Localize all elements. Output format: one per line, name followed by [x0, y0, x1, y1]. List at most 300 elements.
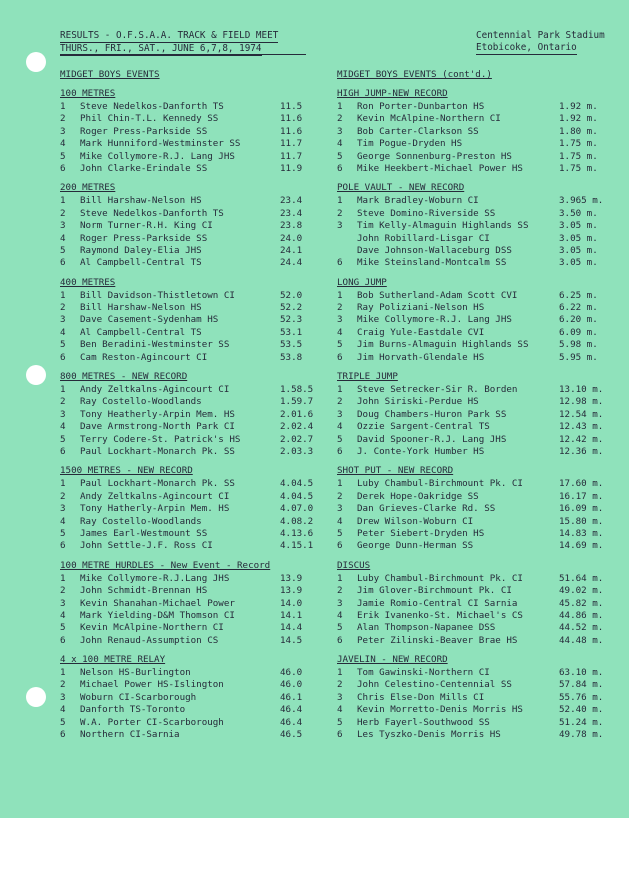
result-name: Bill Davidson-Thistletown CI [80, 289, 235, 301]
result-row [60, 446, 332, 458]
result-name: Steve Domino-Riverside SS [357, 207, 496, 219]
result-value: 11.7 [280, 138, 303, 150]
event-title: 200 METRES [60, 182, 116, 194]
result-row [60, 421, 332, 433]
result-value: 44.86 m. [559, 609, 604, 621]
result-name: Ray Costello-Woodlands [80, 515, 202, 527]
result-name: Kevin Shanahan-Michael Power [80, 597, 235, 609]
result-value: 14.1 [280, 609, 303, 621]
result-value: 11.6 [280, 125, 303, 137]
result-value: 14.4 [280, 622, 303, 634]
result-place: 6 [60, 729, 66, 741]
result-row [337, 692, 609, 704]
event-block [60, 559, 332, 647]
result-place: 2 [337, 585, 343, 597]
result-value: 4.07.0 [280, 503, 314, 515]
result-place: 1 [337, 667, 343, 679]
result-name: Peter Zilinski-Beaver Brae HS [357, 634, 518, 646]
result-place: 3 [60, 597, 66, 609]
result-row [337, 384, 609, 396]
result-row [60, 195, 332, 207]
result-row [60, 101, 332, 113]
result-row [60, 396, 332, 408]
result-row [337, 434, 609, 446]
result-name: Luby Chambul-Birchmount Pk. CI [357, 478, 523, 490]
result-value: 15.80 m. [559, 515, 604, 527]
event-block [60, 276, 332, 364]
result-value: 12.54 m. [559, 408, 604, 420]
result-row [60, 516, 332, 528]
result-row [337, 314, 609, 326]
event-title: POLE VAULT - NEW RECORD [337, 182, 465, 194]
result-value: 49.02 m. [559, 585, 604, 597]
result-value: 23.4 [280, 207, 303, 219]
result-row [60, 314, 332, 326]
result-name: John Schmidt-Brennan HS [80, 585, 208, 597]
result-row [337, 528, 609, 540]
result-name: James Earl-Westmount SS [80, 527, 208, 539]
result-name: Raymond Daley-Elia JHS [80, 244, 202, 256]
result-value: 44.48 m. [559, 634, 604, 646]
result-value: 3.05 m. [559, 232, 598, 244]
result-place: 5 [337, 339, 343, 351]
result-row [337, 717, 609, 729]
result-name: Paul Lockhart-Monarch Pk. SS [80, 445, 235, 457]
event-block [60, 370, 332, 458]
result-row [337, 540, 609, 552]
result-place: 1 [337, 289, 343, 301]
result-name: Woburn CI-Scarborough [80, 691, 197, 703]
result-place: 4 [60, 138, 66, 150]
result-name: Mike Steinsland-Montcalm SS [357, 257, 507, 269]
result-value: 51.24 m. [559, 716, 604, 728]
header-divider [60, 54, 306, 55]
result-value: 1.59.7 [280, 396, 314, 408]
result-row [337, 573, 609, 585]
result-value: 46.0 [280, 679, 303, 691]
result-name: Ozzie Sargent-Central TS [357, 421, 490, 433]
result-place: 4 [337, 515, 343, 527]
result-place: 6 [337, 162, 343, 174]
punch-hole [26, 687, 46, 707]
result-name: Michael Power HS-Islington [80, 679, 224, 691]
event-title: HIGH JUMP-NEW RECORD [337, 88, 448, 99]
event-title: LONG JUMP [337, 276, 387, 288]
result-name: Tom Gawinski-Northern CI [357, 667, 490, 679]
result-name: Al Campbell-Central TS [80, 326, 202, 338]
result-place: 5 [60, 622, 66, 634]
result-row [337, 245, 609, 257]
result-place: 5 [60, 150, 66, 162]
result-place: 4 [337, 421, 343, 433]
result-row [60, 208, 332, 220]
result-value: 46.1 [280, 691, 303, 703]
result-value: 11.5 [280, 101, 303, 112]
event-block [337, 559, 609, 647]
result-place: 6 [337, 634, 343, 646]
result-place: 3 [337, 220, 343, 232]
result-name: John Robillard-Lisgar CI [357, 232, 490, 244]
result-value: 1.75 m. [559, 138, 598, 150]
result-value: 53.1 [280, 326, 303, 338]
result-value: 11.7 [280, 150, 303, 162]
result-value: 5.95 m. [559, 351, 598, 363]
result-row [337, 667, 609, 679]
result-name: George Sonnenburg-Preston HS [357, 150, 512, 162]
event-block [60, 181, 332, 269]
result-place: 3 [337, 597, 343, 609]
result-place: 1 [337, 384, 343, 396]
result-place: 4 [60, 326, 66, 338]
result-row [337, 610, 609, 622]
result-name: Ray Costello-Woodlands [80, 396, 202, 408]
result-place: 4 [60, 232, 66, 244]
result-value: 6.25 m. [559, 289, 598, 301]
result-row [337, 421, 609, 433]
column-title: MIDGET BOYS EVENTS [60, 69, 160, 80]
result-value: 2.01.6 [280, 408, 314, 420]
result-value: 2.02.4 [280, 421, 314, 433]
result-name: Jim Glover-Birchmount Pk. CI [357, 585, 512, 597]
venue-header [476, 30, 605, 55]
result-name: Erik Ivanenko-St. Michael's CS [357, 609, 523, 621]
result-name: Steve Nedelkos-Danforth TS [80, 101, 224, 112]
result-value: 55.76 m. [559, 691, 604, 703]
result-row [337, 290, 609, 302]
result-value: 44.52 m. [559, 622, 604, 634]
result-value: 46.5 [280, 729, 303, 741]
result-value: 52.40 m. [559, 704, 604, 716]
event-block [337, 464, 609, 552]
result-value: 17.60 m. [559, 478, 604, 490]
result-place: 2 [60, 396, 66, 408]
result-name: Ray Poliziani-Nelson HS [357, 302, 485, 314]
result-value: 46.4 [280, 704, 303, 716]
result-value: 4.04.5 [280, 490, 314, 502]
result-name: Cam Reston-Agincourt CI [80, 351, 208, 363]
result-row [337, 302, 609, 314]
result-place: 5 [337, 622, 343, 634]
result-value: 4.08.2 [280, 515, 314, 527]
result-row [60, 635, 332, 647]
result-value: 12.43 m. [559, 421, 604, 433]
result-place: 4 [60, 609, 66, 621]
result-row [337, 491, 609, 503]
result-name: Dan Grieves-Clarke Rd. SS [357, 503, 496, 515]
result-value: 45.82 m. [559, 597, 604, 609]
result-value: 16.09 m. [559, 503, 604, 515]
result-place: 1 [60, 101, 66, 112]
result-row [337, 101, 609, 113]
meet-dates: THURS., FRI., SAT., JUNE 6,7,8, 1974 [60, 43, 262, 54]
result-value: 14.0 [280, 597, 303, 609]
event-block [60, 464, 332, 552]
result-value: 12.42 m. [559, 433, 604, 445]
result-name: Herb Fayerl-Southwood SS [357, 716, 490, 728]
result-name: Kevin Morretto-Denis Morris HS [357, 704, 523, 716]
result-name: Dave Johnson-Wallaceburg DSS [357, 244, 512, 256]
result-row [60, 257, 332, 269]
result-value: 13.9 [280, 572, 303, 584]
result-place: 2 [337, 490, 343, 502]
result-value: 11.9 [280, 162, 303, 174]
result-value: 14.69 m. [559, 540, 604, 552]
result-value: 53.5 [280, 339, 303, 351]
result-value: 24.1 [280, 244, 303, 256]
result-name: Bill Harshaw-Nelson HS [80, 302, 202, 314]
result-row [60, 409, 332, 421]
result-name: Mike Collymore-R.J. Lang JHS [80, 150, 235, 162]
result-row [337, 598, 609, 610]
result-row [60, 717, 332, 729]
result-place: 5 [337, 433, 343, 445]
result-place: 5 [337, 150, 343, 162]
result-place: 6 [60, 257, 66, 269]
column-title: MIDGET BOYS EVENTS (cont'd.) [337, 69, 492, 80]
result-value: 52.0 [280, 289, 303, 301]
result-name: John Clarke-Erindale SS [80, 162, 208, 174]
meet-title: RESULTS - O.F.S.A.A. TRACK & FIELD MEET [60, 30, 279, 41]
result-place: 3 [337, 503, 343, 515]
result-place: 6 [337, 729, 343, 741]
result-value: 1.92 m. [559, 113, 598, 125]
result-row [337, 163, 609, 175]
result-name: Jamie Romio-Central CI Sarnia [357, 597, 518, 609]
result-place: 6 [337, 540, 343, 552]
event-block [337, 276, 609, 364]
result-name: Northern CI-Sarnia [80, 729, 180, 741]
result-name: Chris Else-Don Mills CI [357, 691, 485, 703]
result-place: 3 [60, 503, 66, 515]
event-title: JAVELIN - NEW RECORD [337, 654, 448, 666]
result-name: Tony Heatherly-Arpin Mem. HS [80, 408, 235, 420]
result-value: 6.22 m. [559, 302, 598, 314]
result-row [60, 302, 332, 314]
result-name: Al Campbell-Central TS [80, 257, 202, 269]
result-place: 1 [337, 195, 343, 207]
result-value: 51.64 m. [559, 572, 604, 584]
result-value: 13.10 m. [559, 384, 604, 396]
result-value: 3.05 m. [559, 244, 598, 256]
result-value: 1.75 m. [559, 150, 598, 162]
result-place: 3 [60, 220, 66, 232]
result-value: 3.05 m. [559, 220, 598, 232]
result-value: 12.36 m. [559, 445, 604, 457]
result-value: 14.5 [280, 634, 303, 646]
result-name: Bill Harshaw-Nelson HS [80, 195, 202, 207]
result-value: 2.03.3 [280, 445, 314, 457]
result-place: 1 [60, 667, 66, 679]
result-name: J. Conte-York Humber HS [357, 445, 485, 457]
result-value: 12.98 m. [559, 396, 604, 408]
result-place: 5 [60, 527, 66, 539]
result-place: 3 [60, 314, 66, 326]
result-row [60, 327, 332, 339]
result-name: Derek Hope-Oakridge SS [357, 490, 479, 502]
result-name: Andy Zeltkalns-Agincourt CI [80, 490, 230, 502]
result-row [60, 352, 332, 364]
result-place: 2 [337, 207, 343, 219]
result-value: 5.98 m. [559, 339, 598, 351]
venue-location: Etobicoke, Ontario [476, 42, 577, 53]
result-place: 2 [60, 679, 66, 691]
result-row [337, 679, 609, 691]
result-row [60, 339, 332, 351]
result-row [337, 208, 609, 220]
result-row [60, 503, 332, 515]
result-name: John Siriski-Perdue HS [357, 396, 479, 408]
result-row [60, 478, 332, 490]
result-value: 3.05 m. [559, 257, 598, 269]
result-row [337, 339, 609, 351]
event-block [337, 87, 609, 175]
event-title: TRIPLE JUMP [337, 371, 398, 383]
result-row [60, 151, 332, 163]
result-row [337, 327, 609, 339]
result-place: 6 [337, 445, 343, 457]
result-value: 1.75 m. [559, 162, 598, 174]
result-row [60, 540, 332, 552]
result-place: 6 [337, 257, 343, 269]
result-row [337, 233, 609, 245]
result-row [60, 729, 332, 741]
result-name: Les Tyszko-Denis Morris HS [357, 729, 501, 741]
result-row [60, 290, 332, 302]
result-value: 63.10 m. [559, 667, 604, 679]
results-column-right [337, 68, 609, 741]
result-place: 2 [60, 113, 66, 125]
result-name: Phil Chin-T.L. Kennedy SS [80, 113, 219, 125]
result-name: Mark Bradley-Woburn CI [357, 195, 479, 207]
result-place: 1 [337, 572, 343, 584]
result-name: Nelson HS-Burlington [80, 667, 191, 679]
result-row [60, 610, 332, 622]
result-value: 4.04.5 [280, 478, 314, 490]
result-name: Kevin McAlpine-Northern CI [80, 622, 224, 634]
result-value: 3.965 m. [559, 195, 604, 207]
result-row [60, 528, 332, 540]
result-value: 49.78 m. [559, 729, 604, 741]
result-place: 5 [60, 433, 66, 445]
result-name: Tim Pogue-Dryden HS [357, 138, 463, 150]
result-name: Terry Codere-St. Patrick's HS [80, 433, 241, 445]
result-value: 4.13.6 [280, 527, 314, 539]
result-name: Alan Thompson-Napanee DSS [357, 622, 496, 634]
result-row [60, 113, 332, 125]
result-row [337, 195, 609, 207]
result-value: 4.15.1 [280, 540, 314, 552]
result-value: 14.83 m. [559, 527, 604, 539]
result-row [337, 257, 609, 269]
result-row [337, 503, 609, 515]
result-place: 5 [337, 716, 343, 728]
result-value: 2.02.7 [280, 433, 314, 445]
results-column-left [60, 68, 332, 741]
result-row [60, 245, 332, 257]
event-block [60, 87, 332, 175]
result-row [337, 113, 609, 125]
result-value: 6.09 m. [559, 326, 598, 338]
result-value: 1.80 m. [559, 125, 598, 137]
result-row [337, 396, 609, 408]
result-name: Roger Press-Parkside SS [80, 232, 208, 244]
result-place: 4 [337, 326, 343, 338]
result-value: 24.0 [280, 232, 303, 244]
result-value: 46.0 [280, 667, 303, 679]
result-place: 6 [60, 445, 66, 457]
result-name: Jim Burns-Almaguin Highlands SS [357, 339, 529, 351]
result-value: 11.6 [280, 113, 303, 125]
result-name: Mark Yielding-D&M Thomson CI [80, 609, 235, 621]
punch-hole [26, 52, 46, 72]
result-row [60, 679, 332, 691]
result-place: 1 [337, 101, 343, 112]
result-place: 3 [337, 125, 343, 137]
result-name: John Renaud-Assumption CS [80, 634, 219, 646]
result-row [60, 598, 332, 610]
result-place: 2 [60, 585, 66, 597]
result-place: 3 [60, 691, 66, 703]
result-name: Drew Wilson-Woburn CI [357, 515, 474, 527]
result-name: Paul Lockhart-Monarch Pk. SS [80, 478, 235, 490]
result-value: 6.20 m. [559, 314, 598, 326]
result-name: Ben Beradini-Westminster SS [80, 339, 230, 351]
result-row [60, 704, 332, 716]
event-title: 400 METRES [60, 276, 116, 288]
result-row [337, 151, 609, 163]
result-place: 6 [60, 634, 66, 646]
result-place: 5 [60, 716, 66, 728]
venue-name: Centennial Park Stadium [476, 30, 605, 41]
result-value: 23.8 [280, 220, 303, 232]
result-name: Ron Porter-Dunbarton HS [357, 101, 485, 112]
result-place: 1 [337, 478, 343, 490]
result-row [337, 704, 609, 716]
result-name: Steve Nedelkos-Danforth TS [80, 207, 224, 219]
result-place: 2 [337, 113, 343, 125]
event-title: DISCUS [337, 559, 371, 571]
result-name: Doug Chambers-Huron Park SS [357, 408, 507, 420]
result-place: 3 [60, 408, 66, 420]
result-place: 3 [337, 408, 343, 420]
result-place: 1 [60, 289, 66, 301]
result-name: George Dunn-Herman SS [357, 540, 474, 552]
result-value: 3.50 m. [559, 207, 598, 219]
result-value: 57.84 m. [559, 679, 604, 691]
result-row [337, 478, 609, 490]
result-value: 53.8 [280, 351, 303, 363]
result-row [337, 622, 609, 634]
result-name: Kevin McAlpine-Northern CI [357, 113, 501, 125]
result-row [60, 667, 332, 679]
event-title: 4 x 100 METRE RELAY [60, 654, 166, 666]
result-value: 23.4 [280, 195, 303, 207]
result-place: 6 [60, 351, 66, 363]
result-row [60, 163, 332, 175]
result-place: 5 [337, 527, 343, 539]
result-row [60, 233, 332, 245]
result-row [337, 409, 609, 421]
event-title: 100 METRE HURDLES - New Event - Record [60, 559, 271, 571]
result-place: 5 [60, 244, 66, 256]
result-name: Bob Carter-Clarkson SS [357, 125, 479, 137]
meet-header [60, 30, 278, 56]
result-name: Craig Yule-Eastdale CVI [357, 326, 485, 338]
result-row [337, 729, 609, 741]
result-row [337, 446, 609, 458]
result-row [337, 138, 609, 150]
result-place: 1 [60, 572, 66, 584]
